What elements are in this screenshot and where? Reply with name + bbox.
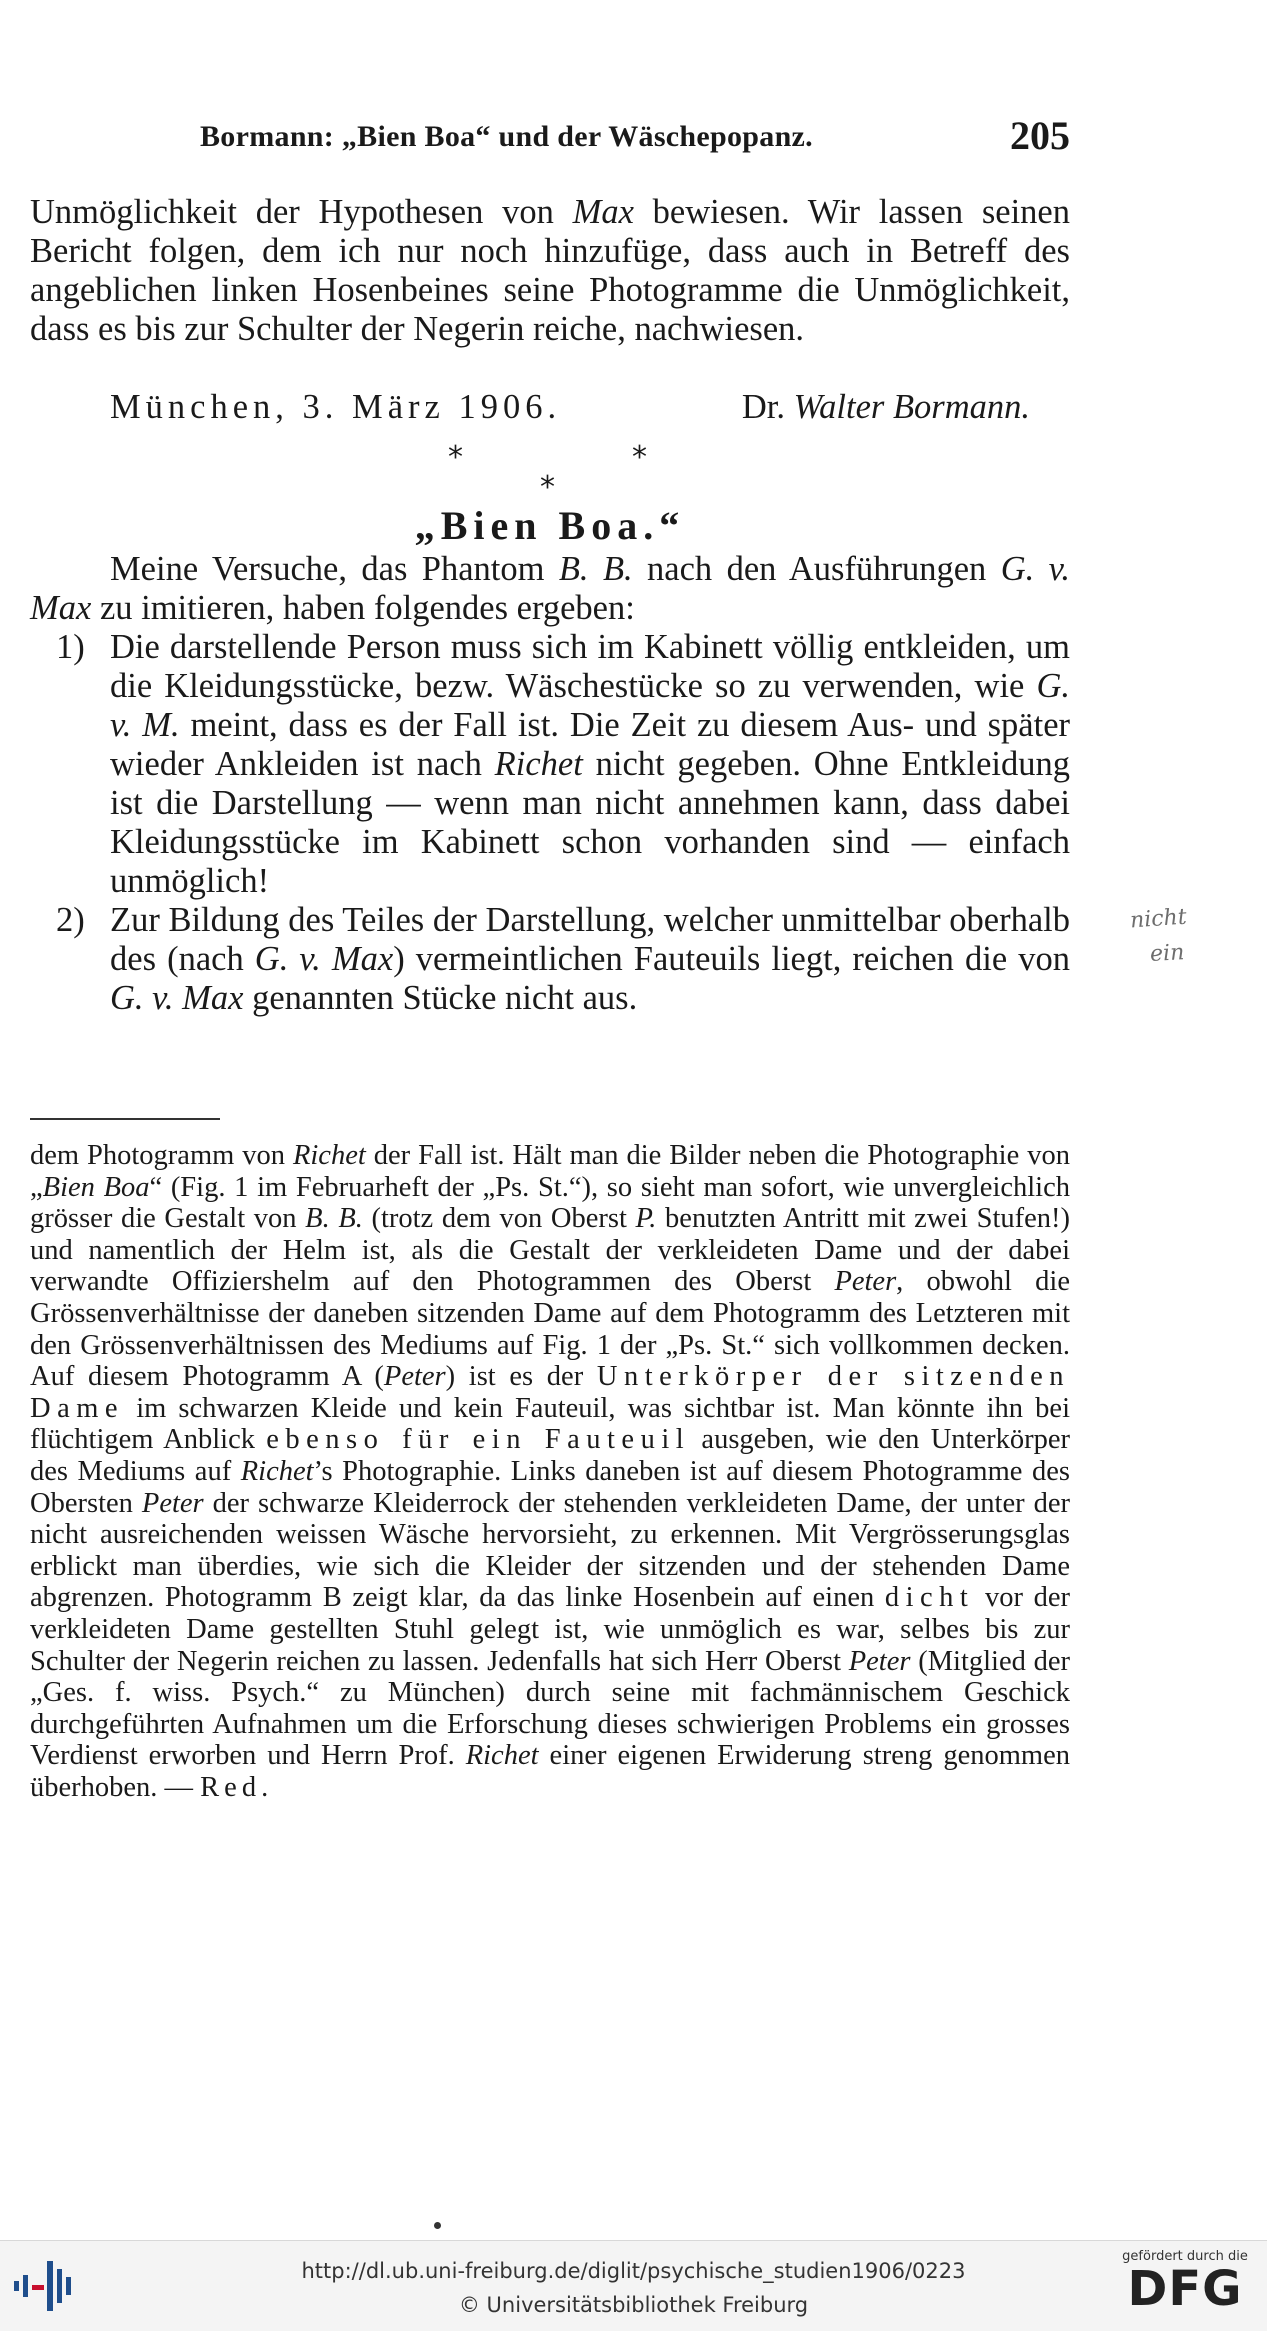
fn-j: ’s Photographie. Links daneben ist auf diesem Photogramme des Obersten — [30, 1455, 1070, 1519]
item2-text-b: ) vermeintlichen Fauteuils liegt, reichen die von — [393, 940, 1070, 978]
dfg-tagline: gefördert durch die — [1122, 2249, 1248, 2264]
section-asterisks — [440, 440, 660, 505]
fn-p: P. — [635, 1203, 657, 1235]
section-intro — [30, 550, 1070, 628]
fn-peter-3: Peter — [141, 1487, 204, 1519]
fn-m: (Mitglied der „Ges. f. wiss. Psych.“ zu München) durch seine mit fachmännischem Geschick durchgeführten Aufnahmen um die Erforschung dieses schwierigen Problems ein grosses Verdienst erworben und Herrn Prof. — [30, 1645, 1070, 1772]
item2-text-c: genannten Stücke nicht aus. — [243, 979, 638, 1017]
source-url-link[interactable]: http://dl.ub.uni-freiburg.de/diglit/psychische_studien1906/0223 — [301, 2259, 966, 2283]
intro-paragraph — [30, 193, 1070, 349]
fn-richet-3: Richet — [465, 1740, 539, 1772]
item1-text-a: Die darstellende Person muss sich im Kabinett völlig entkleiden, um die Kleidungsstücke, bezw. Wäschestücke so zu verwenden, wie — [110, 628, 1070, 705]
fn-c: “ (Fig. 1 im Februarheft der „Ps. St.“), so sieht man sofort, wie unvergleichlich grösser die Gestalt von — [30, 1171, 1070, 1235]
item1-text-b: meint, dass es der Fall ist. Die Zeit zu diesem Aus- und später wieder Ankleiden ist nach — [110, 706, 1070, 783]
asterisk-center: * — [540, 470, 555, 505]
dfg-logo — [1115, 2249, 1255, 2327]
footnote-text — [30, 1140, 1070, 1803]
section-intro-a: Meine Versuche, das Phantom — [110, 550, 559, 588]
section-body — [30, 550, 1070, 1018]
item2-text-a: Zur Bildung des Teiles der Darstellung, welcher unmittelbar oberhalb des (nach — [110, 901, 1070, 978]
margin-note-line-1: nicht — [1129, 904, 1188, 934]
list-item-1 — [30, 628, 1070, 901]
fn-l: vor der verkleideten Dame gestellten Stuhl gelegt ist, wie unmöglich es war, selbes bis zur Schulter der Negerin reichen zu lassen. Jedenfalls hat sich Herr Oberst — [30, 1582, 1070, 1677]
dfg-wordmark: DFG — [1127, 2261, 1243, 2317]
section-intro-bb: B. B. — [558, 550, 633, 588]
section-intro-c: zu imitieren, haben folgendes ergeben: — [91, 589, 635, 627]
asterisk-left: * — [448, 440, 463, 475]
fn-n: einer eigenen Erwiderung streng genommen überhoben. — — [30, 1740, 1070, 1803]
signature-line — [80, 388, 1030, 428]
list-item-2 — [30, 901, 1070, 1018]
fn-bb: B. B. — [305, 1203, 363, 1235]
fn-richet-2: Richet — [240, 1455, 314, 1487]
fn-bienboa: Bien Boa — [42, 1171, 150, 1203]
item2-gvmax-2: G. v. Max — [110, 979, 244, 1017]
running-head: Bormann: „Bien Boa“ und der Wäschepopanz. — [200, 120, 813, 153]
fn-e: benutzten Antritt mit zwei Stufen!) und namentlich der Helm ist, als die Gestalt der verkleideten Dame und der dabei verwandte Offiziershelm auf den Photogrammen des Oberst — [30, 1203, 1070, 1298]
fn-spaced-2: ebenso für ein Fauteuil — [266, 1424, 691, 1456]
item1-text-c: nicht gegeben. Ohne Entkleidung ist die Darstellung — wenn man nicht annehmen kann, dass dabei Kleidungsstücke im Kabinett schon vorhanden sind — einfach unmöglich! — [110, 745, 1070, 900]
list-number-2: 2) — [56, 901, 85, 939]
intro-text — [30, 193, 1070, 349]
fn-f: , obwohl die Grössenverhältnisse der daneben sitzenden Dame auf dem Photogramm des Letzteren mit den Grössenverhältnissen des Mediums auf Fig. 1 der „Ps. St.“ sich vollkommen decken. Auf diesem Photogramm A ( — [30, 1266, 1070, 1393]
item1-richet: Richet — [494, 745, 583, 783]
fn-i: ausgeben, wie den Unterkörper des Mediums auf — [30, 1424, 1070, 1487]
fn-spaced-3: dicht — [884, 1582, 975, 1614]
fn-peter-4: Peter — [848, 1645, 911, 1677]
item1-gvm: G. v. M. — [110, 667, 1070, 744]
footnote — [30, 1140, 1070, 1803]
section-intro-b: nach den Ausführungen — [632, 550, 1001, 588]
fn-h: im schwarzen Kleide und kein Fauteuil, was sichtbar ist. Man könnte ihn bei flüchtigem Anblick — [30, 1392, 1070, 1456]
margin-note-line-2: ein — [1149, 940, 1185, 967]
copyright-text: © Universitätsbibliothek Freiburg — [458, 2293, 809, 2317]
signature-name: Walter Bormann. — [793, 388, 1030, 426]
footnote-rule — [30, 1118, 220, 1120]
fn-b: der Fall ist. Hält man die Bilder neben die Photographie von „ — [30, 1140, 1070, 1203]
intro-text-a: Unmöglichkeit der Hypothesen von — [30, 193, 573, 231]
fn-peter-1: Peter — [834, 1266, 897, 1298]
signature-date-text: München, 3. März 1906. — [110, 388, 562, 426]
signature-dr: Dr. — [741, 388, 785, 426]
fn-g: ) ist es der — [445, 1361, 597, 1393]
fn-d: (trotz dem von Oberst — [362, 1203, 636, 1235]
list-number-1: 1) — [56, 628, 85, 666]
page-number: 205 — [1010, 113, 1070, 158]
page-header — [200, 112, 1070, 162]
section-intro-gvmax: G. v. Max — [30, 550, 1071, 627]
print-speck — [434, 2222, 441, 2229]
asterisk-right: * — [632, 440, 647, 475]
signature-author — [742, 388, 1030, 427]
fn-k: der schwarze Kleiderrock der stehenden verkleideten Dame, der unter der nicht ausreichenden weissen Wäsche hervorsieht, zu erkennen. Mit Vergrösserungsglas erblickt man überdies, wie sich die Kleider der sitzenden und der stehenden Dame abgrenzen. Photogramm B zeigt klar, da das linke Hosenbein auf einen — [30, 1487, 1070, 1614]
fn-spaced-1: Unterkörper der sitzenden Dame — [30, 1361, 1070, 1424]
fn-a: dem Photogramm von — [30, 1140, 293, 1171]
intro-text-b: bewiesen. Wir lassen seinen Bericht folgen, dem ich nur noch hinzufüge, dass auch in Betreff des angeblichen linken Hosenbeines seine Photogramme die Unmöglichkeit, dass es bis zur Schulter der Negerin reiche, nachwiesen. — [30, 193, 1070, 348]
fn-peter-2: Peter — [383, 1361, 446, 1393]
fn-richet-1: Richet — [292, 1140, 366, 1171]
intro-max: Max — [572, 193, 634, 231]
section-title: „Bien Boa.“ — [414, 503, 686, 548]
footer-bar — [0, 2240, 1267, 2331]
fn-red: Red. — [200, 1771, 274, 1803]
signature-date — [110, 388, 561, 427]
handwritten-margin-note — [1090, 900, 1260, 1010]
item2-gvmax: G. v. Max — [254, 940, 394, 978]
